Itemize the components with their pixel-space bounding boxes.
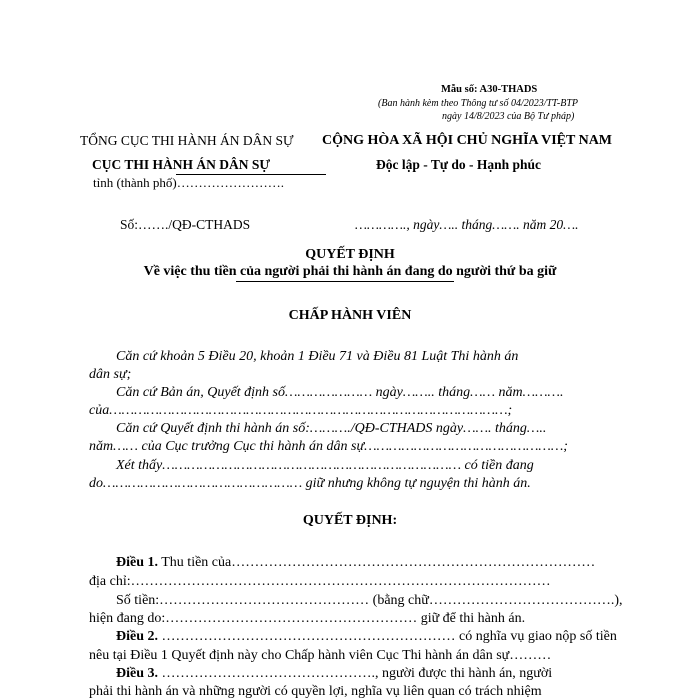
nation-title: CỘNG HÒA XÃ HỘI CHỦ NGHĨA VIỆT NAM — [322, 133, 613, 148]
document-title: QUYẾT ĐỊNH — [305, 247, 395, 262]
document-subtitle: Về việc thu tiền của người phải thi hành án đang do người thứ ba giữ — [143, 264, 557, 279]
preamble-line: Căn cứ Bản án, Quyết định số………………… ngày…….. tháng…… năm………. — [116, 385, 564, 400]
preamble-line: Căn cứ khoản 5 Điều 20, khoản 1 Điều 71 và Điều 81 Luật Thi hành án — [116, 349, 519, 364]
article-1-label: Điều 1. — [116, 555, 158, 570]
date-line: …………., ngày….. tháng……. năm 20…. — [355, 217, 579, 232]
article-1 — [116, 555, 595, 571]
form-note-line1: (Ban hành kèm theo Thông tư số 04/2023/TT-BTP — [378, 98, 578, 109]
article-3-text: ………………………………………., người được thi hành án, người — [158, 666, 553, 681]
article-2-text: ……………………………………………………… có nghĩa vụ giao nộp số tiền — [158, 629, 617, 644]
article-1-holding: hiện đang do:……………………………………………… giữ để thi hành án. — [89, 611, 526, 626]
agency-city: tỉnh (thành phố)……………………. — [93, 175, 285, 190]
agency-dept: CỤC THI HÀNH ÁN DÂN SỰ — [92, 157, 271, 172]
article-2-cont: nêu tại Điều 1 Quyết định này cho Chấp hành viên Cục Thi hành án dân sự……… — [89, 648, 552, 663]
article-1-address: địa chỉ:……………………………………………………………………………… — [89, 574, 551, 589]
decision-heading: QUYẾT ĐỊNH: — [302, 513, 398, 528]
article-3-cont: phải thi hành án và những người có quyền lợi, nghĩa vụ liên quan có trách nhiệm — [89, 684, 542, 699]
authority-heading: CHẤP HÀNH VIÊN — [288, 308, 412, 323]
preamble-line: của……………………………………………………………………………………; — [89, 403, 513, 418]
article-3-label: Điều 3. — [116, 666, 158, 681]
article-1-text: Thu tiền của…………………………………………………………………… — [158, 555, 596, 570]
article-2-label: Điều 2. — [116, 629, 158, 644]
doc-number: Số:……./QĐ-CTHADS — [120, 217, 251, 232]
article-3 — [116, 666, 552, 682]
agency-top: TỔNG CỤC THI HÀNH ÁN DÂN SỰ — [80, 133, 294, 148]
preamble-line: do………………………………………… giữ nhưng không tự nguyện thi hành án. — [89, 476, 531, 491]
preamble-line: Xét thấy……………………………………………………………… có tiền đang — [116, 458, 534, 473]
preamble-line: Căn cứ Quyết định thi hành án số:………./QĐ-CTHADS ngày……. tháng….. — [116, 421, 547, 436]
preamble-line: dân sự; — [89, 367, 132, 382]
subtitle-underline — [236, 281, 454, 282]
preamble-line: năm…… của Cục trưởng Cục thi hành án dân sự…………………………………………; — [89, 439, 568, 454]
form-code: Mẫu số: A30-THADS — [441, 84, 538, 95]
form-note-line2: ngày 14/8/2023 của Bộ Tư pháp) — [442, 111, 575, 122]
motto: Độc lập - Tự do - Hạnh phúc — [376, 157, 542, 172]
article-2 — [116, 629, 617, 645]
article-1-amount: Số tiền:……………………………………… (bằng chữ………………………………….), — [116, 593, 623, 608]
